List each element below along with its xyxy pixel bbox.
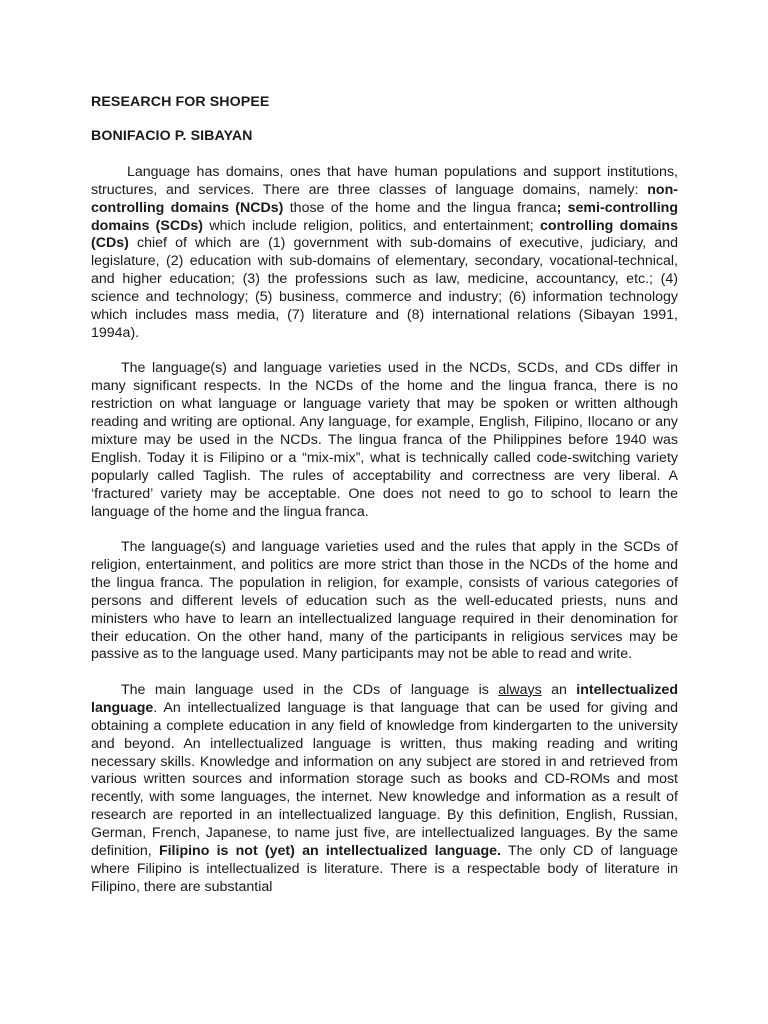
p4-bold-intellectualized: intellectualized language <box>91 681 678 716</box>
paragraph-2: The language(s) and language varieties used in the NCDs, SCDs, and CDs differ in many significant respects. In the NCDs of the home and the lingua franca, there is no restriction on what language or language variety that may be spoken or written although reading and writing are optional. Any language, for example, English, Filipino, Ilocano or any mixture may be used in the NCDs. The lingua franca of the Philippines before 1940 was English. Today it is Filipino or a “mix-mix”, what is technically called code-switching variety popularly called Taglish. The rules of acceptability and correctness are very liberal. A ‘fractured’ variety may be acceptable. One does not need to go to school to learn the language of the home and the lingua franca. <box>91 360 678 520</box>
paragraph-1 <box>91 164 678 343</box>
p1-text-4: chief of which are (1) government with sub-domains of executive, judiciary, and legislature, (2) education with sub-domains of elementary, secondary, vocational-technical, and higher education; (3) the professions such as law, medicine, accountancy, etc.; (4) science and technology; (5) business, commerce and industry; (6) information technology which includes mass media, (7) literature and (8) international relations (Sibayan 1991, 1994a). <box>91 235 678 341</box>
paragraph-3: The language(s) and language varieties used and the rules that apply in the SCDs of religion, entertainment, and politics are more strict than those in the NCDs of the home and the lingua franca. The population in religion, for example, consists of various categories of persons and different levels of education such as the well-educated priests, nuns and ministers who have to learn an intellectualized language required in their denomination for their education. On the other hand, many of the participants in religious services may be passive as to the language used. Many participants may not be able to read and write. <box>91 539 678 663</box>
p1-text-1: Language has domains, ones that have human populations and support institutions, structures, and services. There are three classes of language domains, namely: <box>91 163 678 198</box>
p4-text-3: . An intellectualized language is that language that can be used for giving and obtaining a complete education in any field of knowledge from kindergarten to the university and beyond. An intellectualized language is written, thus making reading and writing necessary skills. Knowledge and information on any subject are stored in and retrieved from various written sources and information storage such as books and CD-ROMs and most recently, with some languages, the internet. New knowledge and information as a result of research are reported in an intellectualized language. By this definition, English, Russian, German, French, Japanese, to name just five, are intellectualized languages. By the same definition, <box>91 699 678 860</box>
p1-bold-ncds: non-controlling domains (NCDs) <box>91 181 678 216</box>
p1-text-3: which include religion, politics, and entertainment; <box>202 217 541 234</box>
p1-bold-scds: ; semi-controlling domains (SCDs) <box>91 199 678 234</box>
p1-text-2: those of the home and the lingua franca <box>283 199 557 216</box>
document-page <box>91 94 678 914</box>
paragraph-4 <box>91 682 678 897</box>
p4-text-4: The only CD of language where Filipino is intellectualized is literature. There is a respectable body of literature in Filipino, there are substantial <box>91 843 678 895</box>
p4-bold-filipino-not-yet: Filipino is not (yet) an intellectualized language. <box>158 843 501 860</box>
document-title: RESEARCH FOR SHOPEE <box>91 94 270 110</box>
p1-bold-cds: controlling domains (CDs) <box>91 217 678 252</box>
p4-text-2: an <box>541 681 577 698</box>
p4-text-1: The main language used in the CDs of language is <box>121 681 499 698</box>
document-author: BONIFACIO P. SIBAYAN <box>91 127 253 144</box>
p4-underline-always: always <box>498 681 542 698</box>
